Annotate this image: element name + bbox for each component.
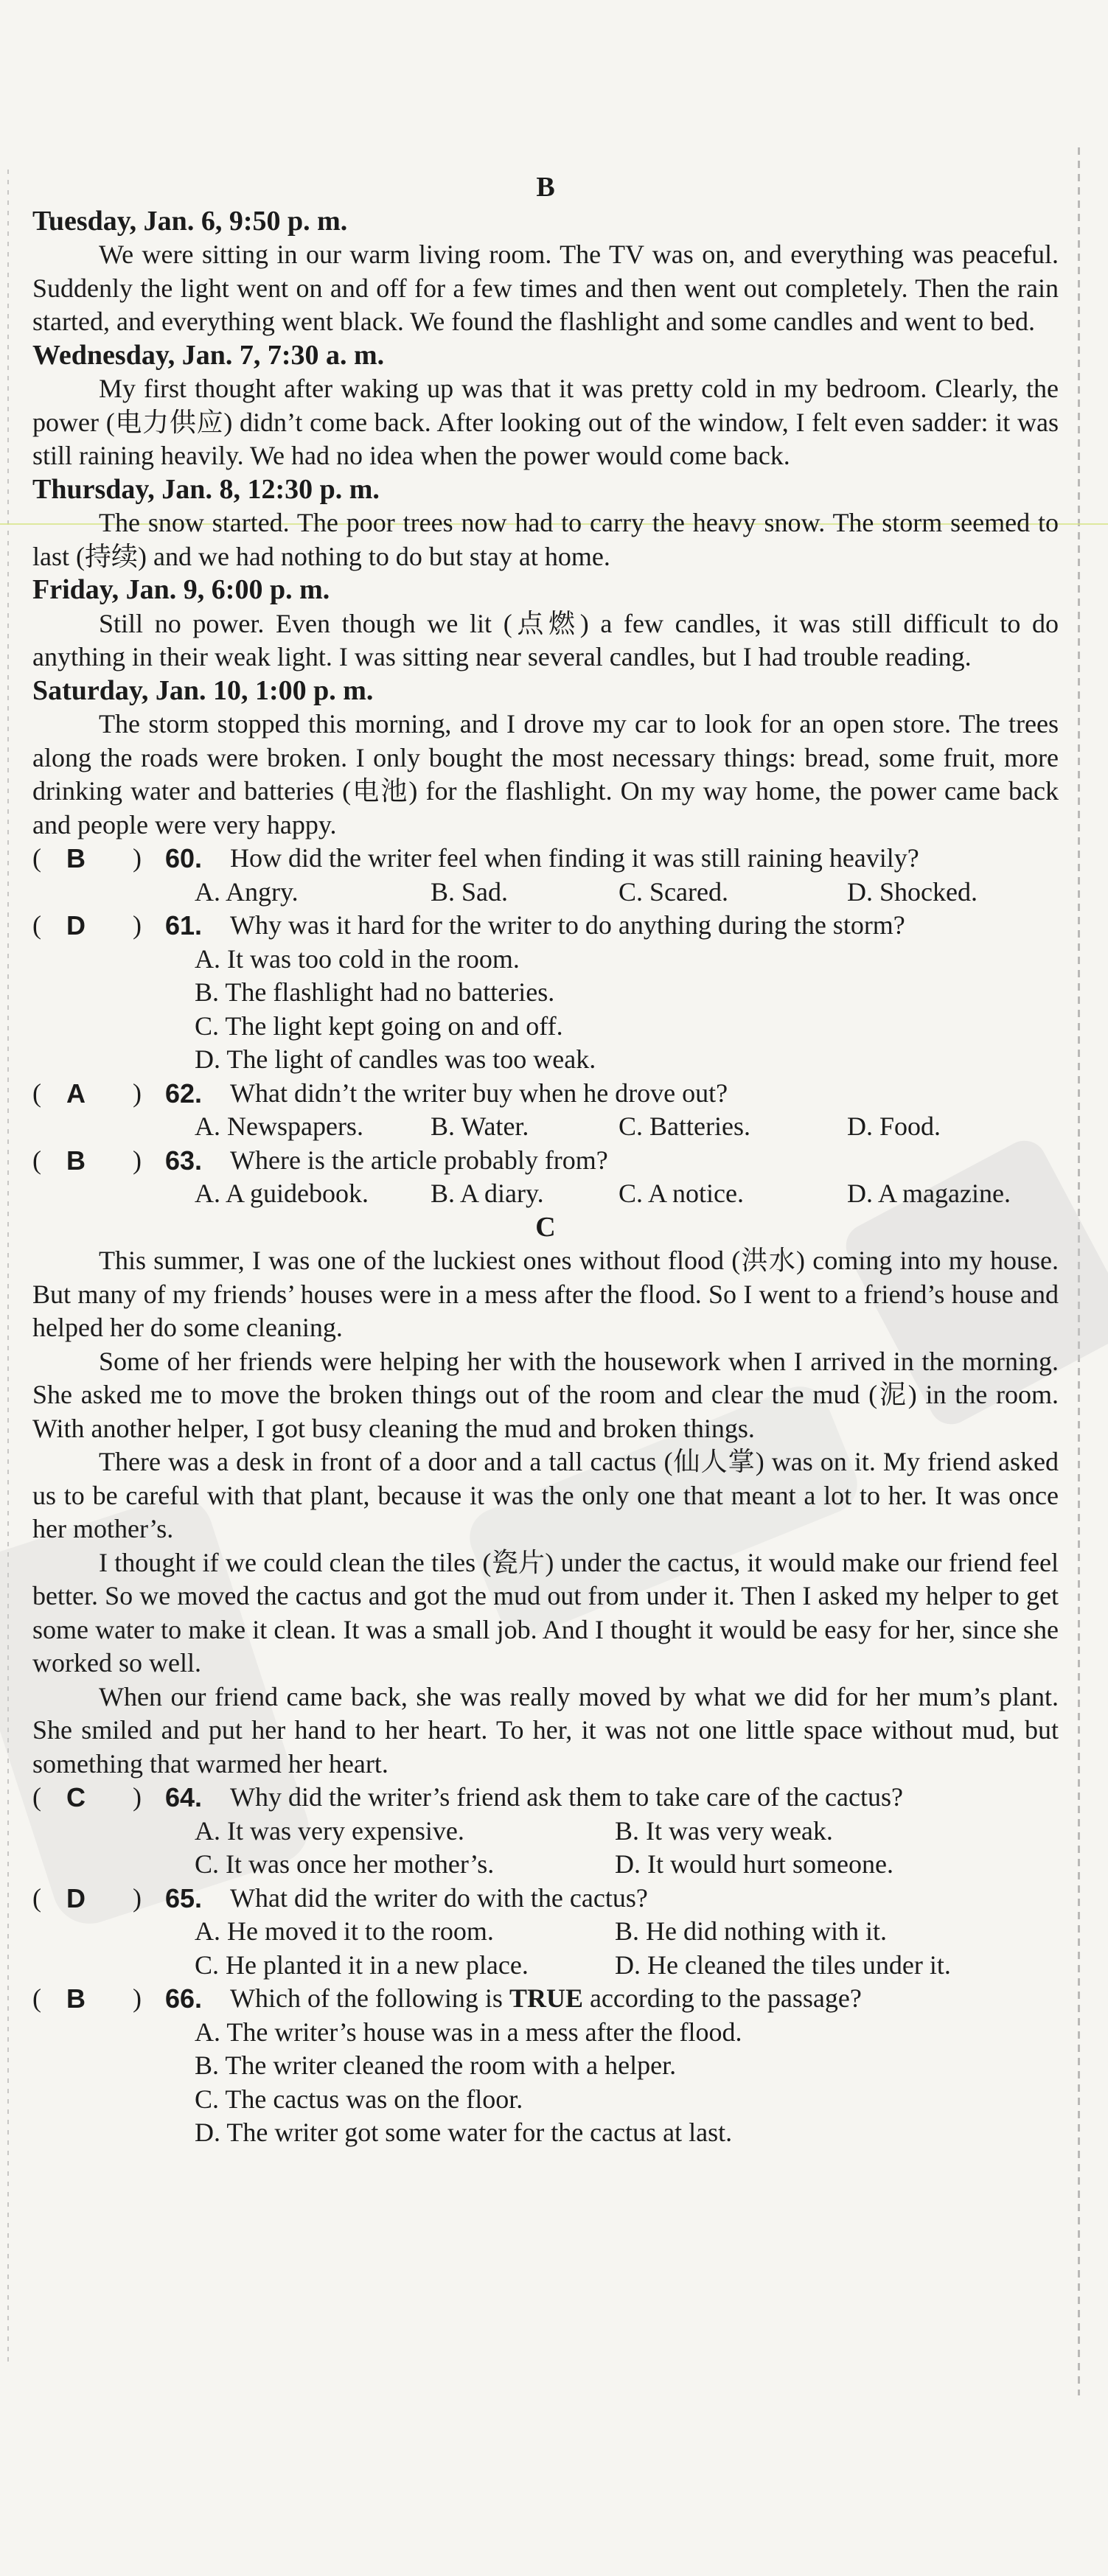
options-row — [32, 1110, 1059, 1144]
option-line — [32, 976, 1059, 1010]
answer-letter: B — [66, 1145, 86, 1176]
option-line — [32, 2083, 1059, 2117]
question-block — [32, 1077, 1059, 1144]
option: A. A guidebook. — [195, 1179, 369, 1208]
bracket-close: ) — [133, 1078, 142, 1108]
option: C. The light kept going on and off. — [195, 1010, 563, 1041]
diary-entry — [32, 339, 1059, 473]
diary-entry — [32, 573, 1059, 674]
section-heading-b: B — [536, 172, 555, 203]
question-number: 61. — [165, 910, 203, 940]
bracket-open: ( — [32, 910, 41, 940]
option: B. The writer cleaned the room with a helper. — [195, 2050, 677, 2080]
question-line — [32, 842, 1059, 876]
question-number: 60. — [165, 843, 203, 873]
stem-emphasis: TRUE — [509, 1983, 583, 2013]
bracket-close: ) — [133, 910, 142, 940]
option: C. Batteries. — [619, 1111, 750, 1141]
bracket-close: ) — [133, 1782, 142, 1812]
option: D. It would hurt someone. — [615, 1849, 893, 1879]
question-block — [32, 1882, 1059, 1983]
content-column — [32, 171, 1059, 2150]
option: B. It was very weak. — [615, 1815, 833, 1846]
options-row — [32, 1915, 1059, 1949]
diary-text: The snow started. The poor trees now had to carry the heavy snow. The storm seemed to last (持续) and we had nothing to do but stay at home. — [32, 508, 1059, 571]
stem-part: according to the passage? — [582, 1983, 862, 2013]
option: C. It was once her mother’s. — [195, 1849, 495, 1879]
question-stem: How did the writer feel when finding it was still raining heavily? — [230, 843, 919, 873]
passage-paragraph: I thought if we could clean the tiles (瓷片) under the cactus, it would make our friend feel better. So we moved the cactus and got the mud out from under it. Then I asked my helper to get some water to make it clean. It was a small job. And I thought it would be easy for her, since she worked so well. — [32, 1547, 1059, 1678]
diary-entry — [32, 473, 1059, 574]
question-stem: Where is the article probably from? — [230, 1145, 608, 1175]
question-stem: What didn’t the writer buy when he drove out? — [230, 1078, 728, 1108]
bracket-open: ( — [32, 1078, 41, 1108]
question-stem: What did the writer do with the cactus? — [230, 1882, 648, 1913]
bracket-close: ) — [133, 1983, 142, 2013]
bracket-close: ) — [133, 1145, 142, 1175]
diary-text: We were sitting in our warm living room. The TV was on, and everything was peaceful. Suddenly the light went on and off for a few times and then went out completely. Then the rain started, and everything went black. We found the flashlight and some candles and went to bed. — [32, 240, 1059, 336]
option: A. It was very expensive. — [195, 1815, 464, 1846]
diary-text: The storm stopped this morning, and I drove my car to look for an open store. The trees along the roads were broken. I only bought the most necessary things: bread, some fruit, more drinking water and batteries (电池) for the flashlight. On my way home, the power came back and people were very happy. — [32, 709, 1059, 840]
answer-letter: B — [66, 843, 86, 873]
option-line — [32, 2116, 1059, 2150]
stem-part: Which of the following is — [230, 1983, 509, 2013]
bracket-open: ( — [32, 1882, 41, 1913]
option: A. It was too cold in the room. — [195, 943, 520, 974]
answer-letter: B — [66, 1983, 86, 2014]
option: D. A magazine. — [847, 1179, 1011, 1208]
diary-date: Wednesday, Jan. 7, 7:30 a. m. — [32, 339, 385, 371]
option: B. Water. — [431, 1111, 529, 1141]
question-number: 63. — [165, 1145, 203, 1176]
question-stem: Why was it hard for the writer to do anything during the storm? — [230, 910, 905, 940]
option: C. A notice. — [619, 1179, 744, 1208]
question-number: 66. — [165, 1983, 203, 2014]
question-stem — [230, 1982, 862, 2016]
question-block — [32, 1781, 1059, 1882]
options-row — [32, 1848, 1059, 1882]
passage-paragraph: There was a desk in front of a door and a tall cactus (仙人掌) was on it. My friend asked us to be careful with that plant, because it was the only one that meant a lot to her. It was once her mother’s. — [32, 1447, 1059, 1543]
options-row — [32, 1815, 1059, 1849]
answer-letter: A — [66, 1078, 86, 1109]
question-line — [32, 1144, 1059, 1178]
diary-entry — [32, 205, 1059, 339]
options-row — [32, 1949, 1059, 1983]
diary-entry — [32, 674, 1059, 842]
answer-letter: C — [66, 1782, 86, 1812]
option-line — [32, 2016, 1059, 2050]
option: A. Newspapers. — [195, 1111, 363, 1141]
passage-paragraph: When our friend came back, she was really moved by what we did for her mum’s plant. She smiled and put her hand to her heart. To her, it was not one little space without mud, but something that warmed her heart. — [32, 1681, 1059, 1779]
option: B. The flashlight had no batteries. — [195, 977, 555, 1007]
option: C. Scared. — [619, 876, 728, 907]
answer-letter: D — [66, 910, 86, 940]
scan-edge-left — [7, 170, 9, 2366]
option: B. He did nothing with it. — [615, 1916, 887, 1946]
answer-letter: D — [66, 1882, 86, 1913]
option-line — [32, 2049, 1059, 2083]
question-line — [32, 1982, 1059, 2016]
question-number: 62. — [165, 1078, 203, 1109]
diary-date: Tuesday, Jan. 6, 9:50 p. m. — [32, 205, 348, 237]
option: D. The writer got some water for the cactus at last. — [195, 2118, 733, 2147]
option: B. Sad. — [431, 876, 509, 907]
question-stem: Why did the writer’s friend ask them to take care of the cactus? — [230, 1782, 903, 1812]
question-block — [32, 909, 1059, 1077]
option: C. He planted it in a new place. — [195, 1950, 529, 1980]
option: C. The cactus was on the floor. — [195, 2084, 523, 2114]
diary-date: Friday, Jan. 9, 6:00 p. m. — [32, 574, 330, 605]
question-line — [32, 1781, 1059, 1815]
option: B. A diary. — [431, 1179, 544, 1208]
question-block — [32, 1144, 1059, 1211]
option-line — [32, 1043, 1059, 1077]
question-line — [32, 909, 1059, 943]
passage-paragraph: Some of her friends were helping her with the housework when I arrived in the morning. She asked me to move the broken things out of the room and clear the mud (泥) in the room. With another helper, I got busy cleaning the mud and broken things. — [32, 1346, 1059, 1443]
option: D. The light of candles was too weak. — [195, 1044, 596, 1074]
option: A. He moved it to the room. — [195, 1916, 494, 1946]
option: A. The writer’s house was in a mess after the flood. — [195, 2017, 742, 2047]
section-heading-c: C — [535, 1211, 556, 1243]
diary-date: Thursday, Jan. 8, 12:30 p. m. — [32, 473, 380, 505]
options-row — [32, 876, 1059, 910]
question-number: 65. — [165, 1882, 203, 1913]
bracket-open: ( — [32, 1782, 41, 1812]
bracket-open: ( — [32, 1983, 41, 2013]
option: A. Angry. — [195, 876, 299, 907]
question-block — [32, 1982, 1059, 2150]
option: D. Food. — [847, 1111, 941, 1141]
bracket-open: ( — [32, 843, 41, 873]
diary-text: Still no power. Even though we lit (点燃) a few candles, it was still difficult to do anything in their weak light. I was sitting near several candles, but I had trouble reading. — [32, 608, 1059, 671]
question-line — [32, 1077, 1059, 1111]
bracket-open: ( — [32, 1145, 41, 1175]
question-number: 64. — [165, 1782, 203, 1812]
option-line — [32, 1010, 1059, 1044]
passage-paragraph: This summer, I was one of the luckiest ones without flood (洪水) coming into my house. But many of my friends’ houses were in a mess after the flood. So I went to a friend’s house and helped her do some cleaning. — [32, 1246, 1059, 1342]
option: D. He cleaned the tiles under it. — [615, 1950, 951, 1980]
diary-date: Saturday, Jan. 10, 1:00 p. m. — [32, 674, 374, 706]
bracket-close: ) — [133, 1882, 142, 1913]
question-line — [32, 1882, 1059, 1916]
bracket-close: ) — [133, 843, 142, 873]
options-row — [32, 1177, 1059, 1211]
diary-text: My first thought after waking up was that it was pretty cold in my bedroom. Clearly, the power (电力供应) didn’t come back. After looking out of the window, I felt even sadder: it was still raining heavily. We had no idea when the power would come back. — [32, 374, 1059, 470]
option-line — [32, 943, 1059, 977]
option: D. Shocked. — [847, 876, 978, 907]
question-block — [32, 842, 1059, 909]
